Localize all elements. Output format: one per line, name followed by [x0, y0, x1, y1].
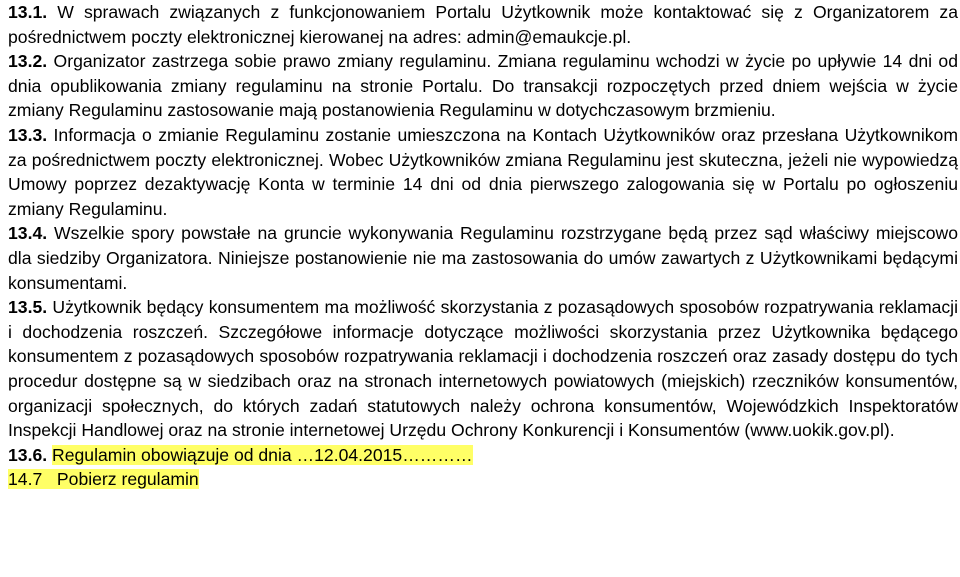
paragraph-13-5	[8, 295, 958, 443]
effective-date-text: Regulamin obowiązuje od dnia …12.04.2015…………	[52, 444, 473, 465]
paragraph-13-2	[8, 49, 958, 123]
paragraph-number: 13.1.	[8, 2, 48, 22]
paragraph-line: rozpatrywania reklamacji i dochodzenia roszczeń. Szczegółowe informacje dotyczące możliwości	[8, 297, 958, 342]
paragraph-line: są w siedzibach oraz na stronach internetowych powiatowych (miejskich) rzeczników	[163, 370, 839, 391]
paragraph-13-3	[8, 123, 958, 221]
paragraph-line: rozpatrywania reklamacji i dochodzenia roszczeń oraz zasady dostępu do tych procedur dostępne	[8, 346, 959, 391]
download-regulations-link[interactable]	[8, 469, 199, 489]
paragraph-13-4	[8, 221, 958, 295]
paragraph-line: Organizator zastrzega sobie prawo zmiany regulaminu. Zmiana regulaminu wchodzi w życie	[47, 51, 786, 72]
paragraph-13-1	[8, 0, 958, 49]
paragraph-line: Urzędu Ochrony Konkurencji i Konsumentów (www.uokik.gov.pl).	[389, 420, 895, 441]
paragraph-line: właściwy miejscowo dla siedziby Organizatora. Niniejsze postanowienie nie ma zastosowania do	[8, 223, 959, 268]
paragraph-line: Regulaminu jest skuteczna, jeżeli nie wypowiedzą Umowy poprzez dezaktywację Konta w terminie	[8, 149, 959, 195]
paragraph-14-7[interactable]	[8, 467, 958, 492]
paragraph-line: konsumentów, Wojewódzkich Inspektoratów Inspekcji Handlowej oraz na stronie internetowej	[8, 395, 958, 441]
paragraph-line: W sprawach związanych z funkcjonowaniem Portalu Użytkownik może kontaktować się z	[47, 2, 803, 22]
paragraph-line: po upływie 14 dni od dnia opublikowania zmiany regulaminu na stronie Portalu. Do transakcji	[8, 51, 958, 96]
paragraph-line: przesłana Użytkownikom za pośrednictwem poczty elektronicznej. Wobec Użytkowników zmiana	[8, 124, 958, 170]
paragraph-number: 13.4.	[8, 223, 48, 244]
paragraph-number: 13.3.	[8, 124, 48, 145]
paragraph-line: Użytkownik będący konsumentem ma możliwość skorzystania z pozasądowych sposobów	[47, 297, 759, 318]
paragraph-line: rozpoczętych przed dniem wejścia w życie zmiany Regulaminu zastosowanie mają postanowienia	[8, 75, 958, 121]
paragraph-line: Organizatorem za pośrednictwem poczty elektronicznej kierowanej na adres: admin@emaukcje.pl.	[8, 2, 958, 47]
paragraph-line: Regulaminu w dotychczasowym brzmieniu.	[439, 100, 776, 121]
paragraph-line: Wszelkie spory powstałe na gruncie wykonywania Regulaminu rozstrzygane będą przez sąd	[47, 223, 793, 244]
paragraph-13-6	[8, 443, 958, 468]
paragraph-line: konsumentów, organizacji społecznych, do których zadań statutowych należy ochrona	[8, 370, 958, 416]
paragraph-line: Informacja o zmianie Regulaminu zostanie umieszczona na Kontach Użytkowników oraz	[47, 124, 756, 145]
download-label: Pobierz regulamin	[56, 469, 199, 490]
paragraph-line: umów zawartych z Użytkownikami będącymi konsumentami.	[8, 247, 958, 293]
paragraph-number: 13.2.	[8, 51, 48, 72]
download-number: 14.7	[8, 469, 43, 490]
paragraph-number: 13.5.	[8, 297, 48, 318]
paragraph-number: 13.6.	[8, 444, 48, 465]
paragraph-line: skorzystania przez Użytkownika będącego konsumentem z pozasądowych sposobów	[8, 321, 959, 367]
regulations-document	[8, 0, 958, 492]
paragraph-line: 14 dni od dnia pierwszego zalogowania się w Portalu po ogłoszeniu zmiany Regulaminu.	[8, 174, 959, 219]
